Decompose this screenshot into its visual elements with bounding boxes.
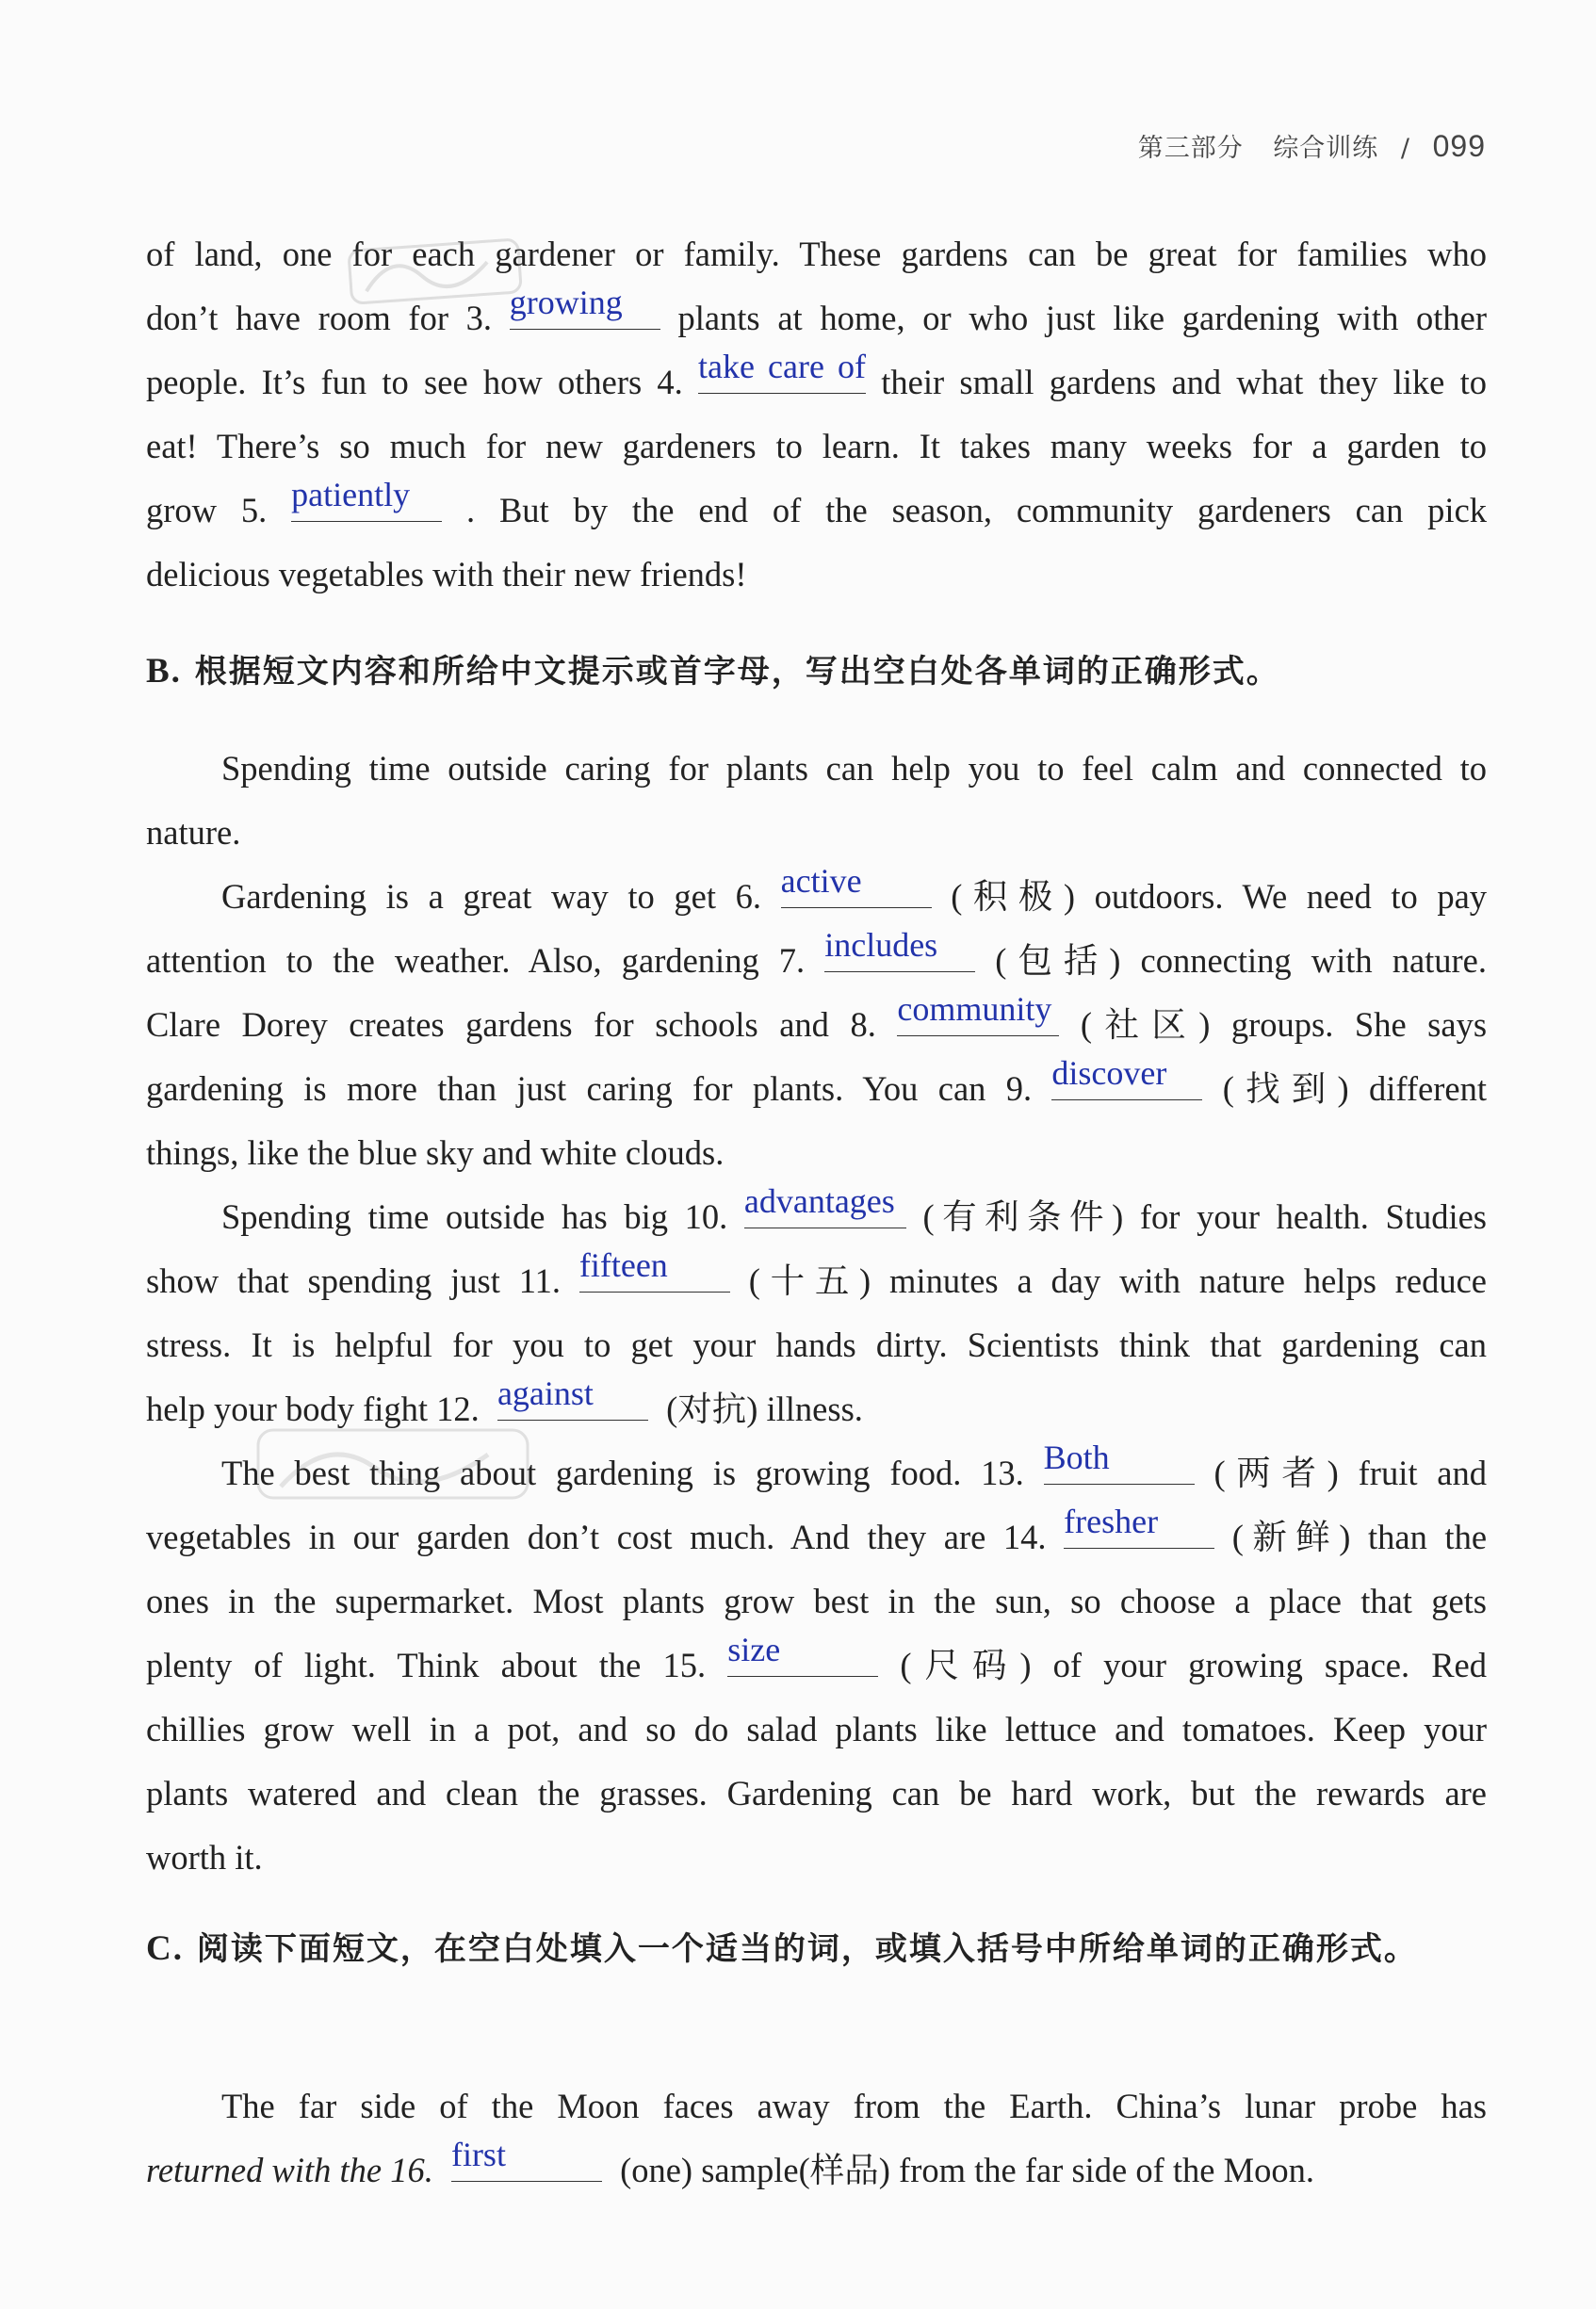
passage-line: Gardening is a great way to get 6. active (积极) outdoors. We need to pay: [221, 862, 1488, 916]
passage-line: returned with the 16. first (one) sample(样品) from the far side of the Moon.: [146, 2136, 1314, 2189]
section-c-heading: C. 阅读下面短文，在空白处填入一个适当的词，或填入括号中所给单词的正确形式。: [146, 1929, 1418, 1968]
answer-blank-6: active: [781, 879, 932, 908]
header-part: 第三部分: [1137, 134, 1244, 163]
answer-blank-5: patiently: [291, 493, 442, 522]
header-separator: /: [1400, 134, 1411, 163]
answer-blank-12: against: [497, 1391, 648, 1421]
page-header: [1138, 127, 1486, 164]
passage-line: attention to the weather. Also, gardening 7. includes (包括) connecting with nature.: [146, 926, 1488, 980]
answer-blank-8: community: [897, 1007, 1059, 1036]
passage-line: ones in the supermarket. Most plants grow best in the sun, so choose a place that gets: [146, 1582, 1487, 1620]
passage-line: Clare Dorey creates gardens for schools and 8. community (社区) groups. She says: [146, 990, 1488, 1044]
passage-line: plants watered and clean the grasses. Gardening can be hard work, but the rewards are: [146, 1774, 1487, 1813]
passage-line: nature.: [146, 813, 241, 852]
section-b-heading: B. 根据短文内容和所给中文提示或首字母，写出空白处各单词的正确形式。: [146, 652, 1280, 691]
passage-line: plenty of light. Think about the 15. size (尺码) of your growing space. Red: [146, 1631, 1488, 1684]
passage-line: show that spending just 11. fifteen (十五) minutes a day with nature helps reduce: [146, 1246, 1488, 1300]
passage-line: eat! There’s so much for new gardeners to learn. It takes many weeks for a garden to: [146, 427, 1487, 465]
passage-line: grow 5. patiently . But by the end of the season, community gardeners can pick: [146, 476, 1488, 529]
passage-line: The far side of the Moon faces away from the Earth. China’s lunar probe has: [221, 2087, 1487, 2125]
answer-blank-9: discover: [1051, 1071, 1202, 1100]
header-title: 综合训练: [1273, 134, 1379, 163]
answer-blank-10: advantages: [744, 1199, 906, 1228]
passage-line: don’t have room for 3. growing plants at home, or who just like gardening with other: [146, 284, 1488, 337]
answer-blank-3: growing: [510, 301, 660, 330]
answer-blank-16: first: [451, 2153, 602, 2182]
page-number: 099: [1432, 129, 1486, 163]
passage-line: chillies grow well in a pot, and so do salad plants like lettuce and tomatoes. Keep your: [146, 1710, 1487, 1748]
answer-blank-14: fresher: [1064, 1520, 1214, 1549]
passage-line: people. It’s fun to see how others 4. take care of their small gardens and what they like to: [146, 348, 1487, 401]
passage-line: help your body fight 12. against (对抗) illness.: [146, 1374, 863, 1428]
passage-line: The best thing about gardening is growing food. 13. Both (两者) fruit and: [221, 1439, 1488, 1492]
answer-blank-4: take care of: [698, 365, 866, 394]
passage-line: delicious vegetables with their new friends!: [146, 555, 747, 594]
passage-line: things, like the blue sky and white clouds.: [146, 1133, 725, 1172]
passage-line: vegetables in our garden don’t cost much. And they are 14. fresher (新鲜) than the: [146, 1503, 1488, 1556]
passage-line: of land, one for each gardener or family. These gardens can be great for families who: [146, 235, 1487, 273]
passage-line: gardening is more than just caring for plants. You can 9. discover (找到) different: [146, 1054, 1487, 1108]
passage-line: stress. It is helpful for you to get your hands dirty. Scientists think that gardening can: [146, 1325, 1487, 1364]
passage-line: Spending time outside caring for plants can help you to feel calm and connected to: [221, 749, 1487, 788]
passage-line: Spending time outside has big 10. advantages (有利条件) for your health. Studies: [221, 1182, 1488, 1236]
answer-blank-15: size: [727, 1648, 878, 1677]
answer-blank-7: includes: [824, 943, 975, 972]
passage-line: worth it.: [146, 1838, 263, 1877]
answer-blank-13: Both: [1044, 1455, 1195, 1485]
answer-blank-11: fifteen: [579, 1263, 730, 1293]
